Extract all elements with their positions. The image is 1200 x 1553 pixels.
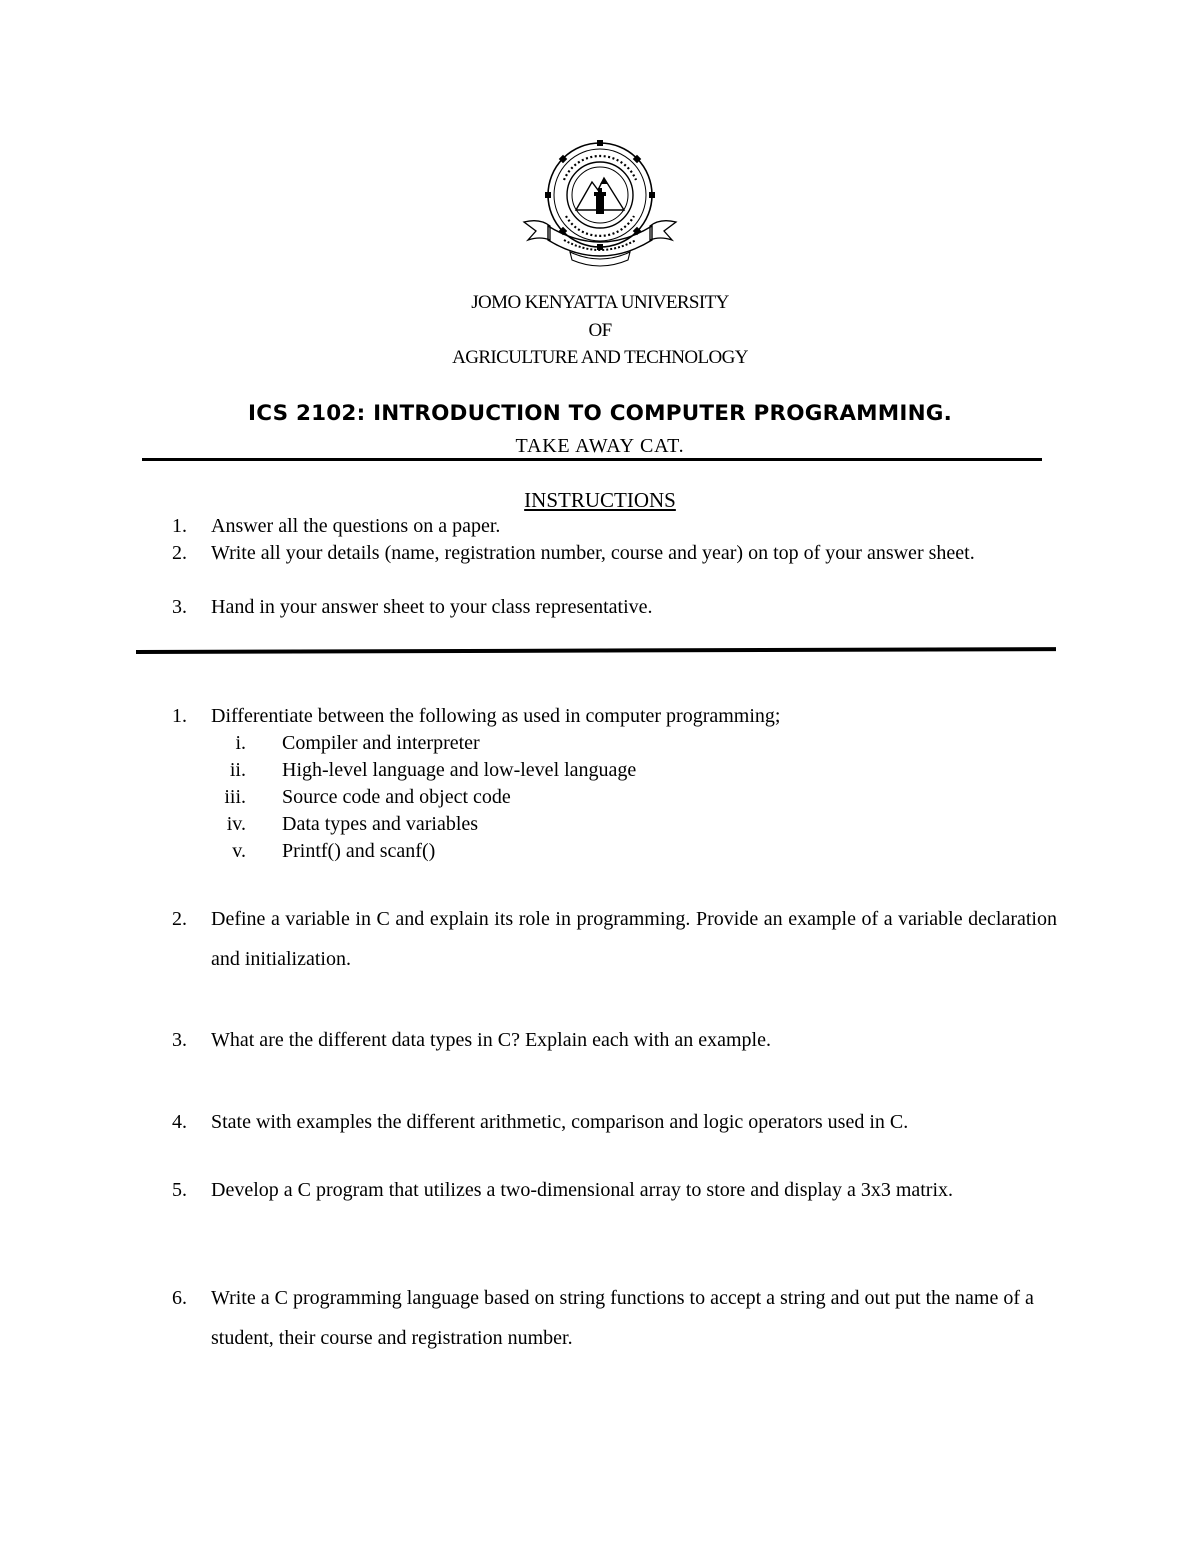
header-divider — [142, 458, 1042, 461]
university-crest-icon — [520, 140, 680, 270]
subquestion-text: Data types and variables — [282, 813, 479, 835]
instruction-text: Hand in your answer sheet to your class representative. — [211, 596, 653, 618]
university-name-line3: AGRICULTURE AND TECHNOLOGY — [452, 347, 748, 368]
exam-subtitle: TAKE AWAY CAT. — [515, 435, 685, 457]
subquestion-number: iii. — [224, 786, 246, 808]
question-number: 5. — [172, 1179, 187, 1201]
instructions-heading: INSTRUCTIONS — [524, 488, 676, 512]
instruction-number: 1. — [172, 515, 187, 537]
question-text: Develop a C program that utilizes a two-dimensional array to store and display a 3x3 matrix. — [211, 1179, 954, 1201]
question-text: State with examples the different arithmetic, comparison and logic operators used in C. — [211, 1111, 909, 1133]
question-text: Write a C programming language based on string functions to accept a string and out put the name of a student, their course and registration number. — [211, 1287, 1034, 1349]
question-number: 3. — [172, 1029, 187, 1051]
question-number: 1. — [172, 705, 187, 727]
question-number: 4. — [172, 1111, 187, 1133]
subquestion-text: Compiler and interpreter — [282, 732, 480, 754]
instruction-number: 2. — [172, 542, 187, 564]
subquestion-number: ii. — [229, 759, 246, 781]
question-text: Differentiate between the following as used in computer programming; — [211, 705, 781, 727]
subquestion-text: High-level language and low-level language — [282, 759, 637, 781]
question-text: What are the different data types in C? Explain each with an example. — [211, 1029, 771, 1051]
university-name-line2: OF — [588, 320, 612, 341]
subquestion-text: Printf() and scanf() — [282, 840, 436, 862]
question-number: 6. — [172, 1287, 187, 1309]
course-title: ICS 2102: INTRODUCTION TO COMPUTER PROGRAMMING. — [248, 401, 952, 426]
university-name-line1: JOMO KENYATTA UNIVERSITY — [471, 292, 729, 313]
subquestion-number: v. — [232, 840, 246, 862]
instruction-text: Write all your details (name, registration number, course and year) on top of your answer sheet. — [211, 542, 975, 564]
subquestion-number: i. — [235, 732, 246, 754]
subquestion-text: Source code and object code — [282, 786, 511, 808]
question-number: 2. — [172, 908, 187, 930]
instructions-divider — [136, 647, 1056, 654]
subquestion-number: iv. — [226, 813, 246, 835]
question-text: Define a variable in C and explain its role in programming. Provide an example of a variable declaration and initialization. — [211, 908, 1057, 970]
instruction-text: Answer all the questions on a paper. — [211, 515, 501, 537]
instruction-number: 3. — [172, 596, 187, 618]
